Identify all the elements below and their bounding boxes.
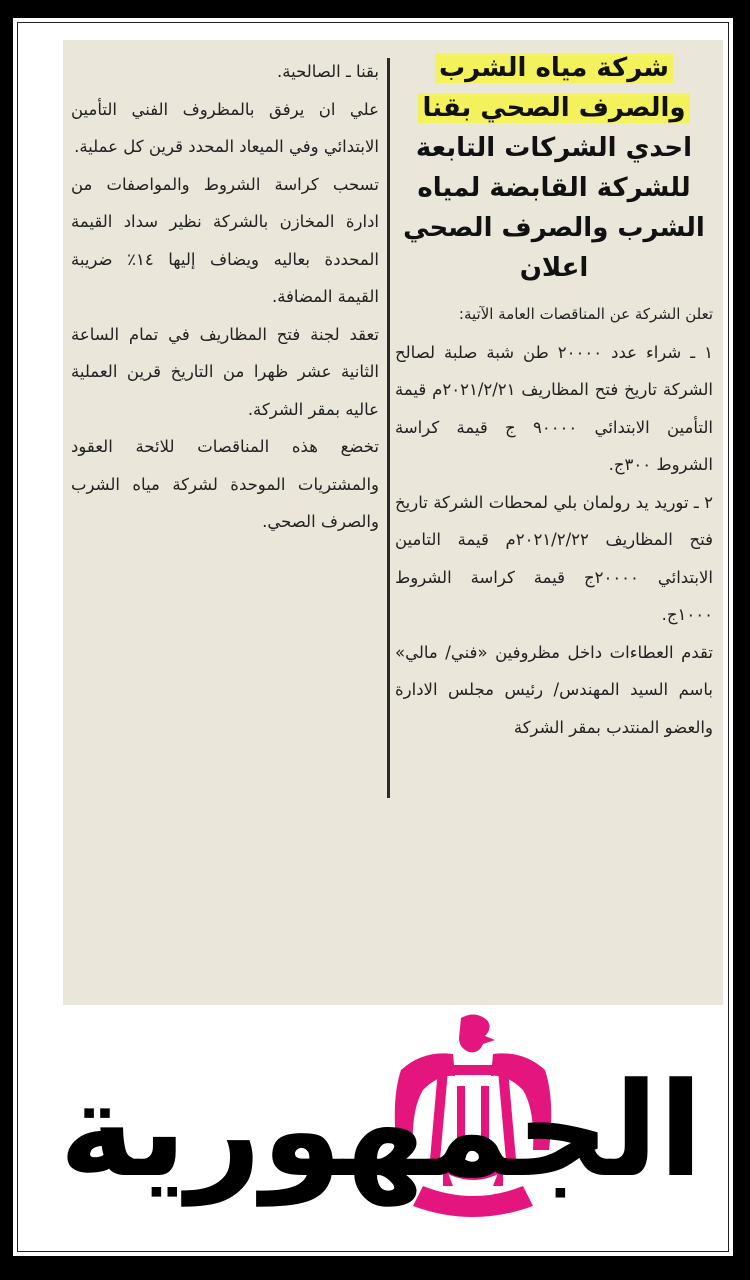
tender-item-1: ١ ـ شراء عدد ٢٠٠٠٠ طن شبة صلبة لصالح الشركة تاريخ فتح المظاريف ٢٠٢١/٢/٢١م قيمة التأمين الابتدائي ٩٠٠٠٠ ج قيمة كراسة الشروط ٣٠٠ج. bbox=[395, 342, 713, 474]
committee-paragraph: تعقد لجنة فتح المظاريف في تمام الساعة الثانية عشر ظهرا من التاريخ قرين العملية عاليه بمقر الشركة. bbox=[71, 324, 379, 419]
page-frame bbox=[12, 17, 734, 1257]
newspaper-logo bbox=[58, 1010, 713, 1230]
regulations-paragraph: تخضع هذه المناقصات للائحة العقود والمشتريات الموحدة لشركة مياه الشرب والصرف الصحي. bbox=[71, 437, 379, 531]
tender-intro: تعلن الشركة عن المناقصات العامة الآتية: bbox=[458, 305, 713, 323]
tender-list bbox=[395, 296, 713, 746]
headline-line-4: للشركة القابضة لمياه bbox=[417, 173, 691, 203]
column-divider bbox=[387, 58, 390, 798]
right-column bbox=[395, 48, 713, 746]
insurance-paragraph: علي ان يرفق بالمظروف الفني التأمين الابتدائي وفي الميعاد المحدد قرين كل عملية. bbox=[71, 99, 379, 156]
headline-line-1: شركة مياه الشرب bbox=[435, 53, 673, 83]
tender-item-2: ٢ ـ توريد يد رولمان بلي لمحطات الشركة تاريخ فتح المظاريف ٢٠٢١/٢/٢٢م قيمة التامين الابتدائي ٢٠٠٠٠ج قيمة كراسة الشروط ١٠٠٠ج. bbox=[395, 492, 713, 624]
terms-text bbox=[71, 53, 379, 541]
ad-headline bbox=[395, 48, 713, 288]
newspaper-logo-text: الجمهورية bbox=[58, 1054, 703, 1206]
specs-paragraph: تسحب كراسة الشروط والمواصفات من ادارة المخازن بالشركة نظير سداد القيمة المحددة بعاليه ويضاف إليها ١٤٪ ضريبة القيمة المضافة. bbox=[71, 174, 380, 306]
headline-line-3: احدي الشركات التابعة bbox=[415, 133, 693, 163]
headline-line-5: الشرب والصرف الصحي bbox=[403, 213, 705, 243]
address-line: بقنا ـ الصالحية. bbox=[277, 62, 379, 81]
tender-submission: تقدم العطاءات داخل مظروفين «فني/ مالي» باسم السيد المهندس/ رئيس مجلس الادارة والعضو المنتدب بمقر الشركة bbox=[395, 642, 713, 737]
headline-line-2: والصرف الصحي بقنا bbox=[418, 93, 689, 123]
headline-line-6: اعلان bbox=[519, 253, 589, 283]
left-column bbox=[71, 53, 379, 541]
